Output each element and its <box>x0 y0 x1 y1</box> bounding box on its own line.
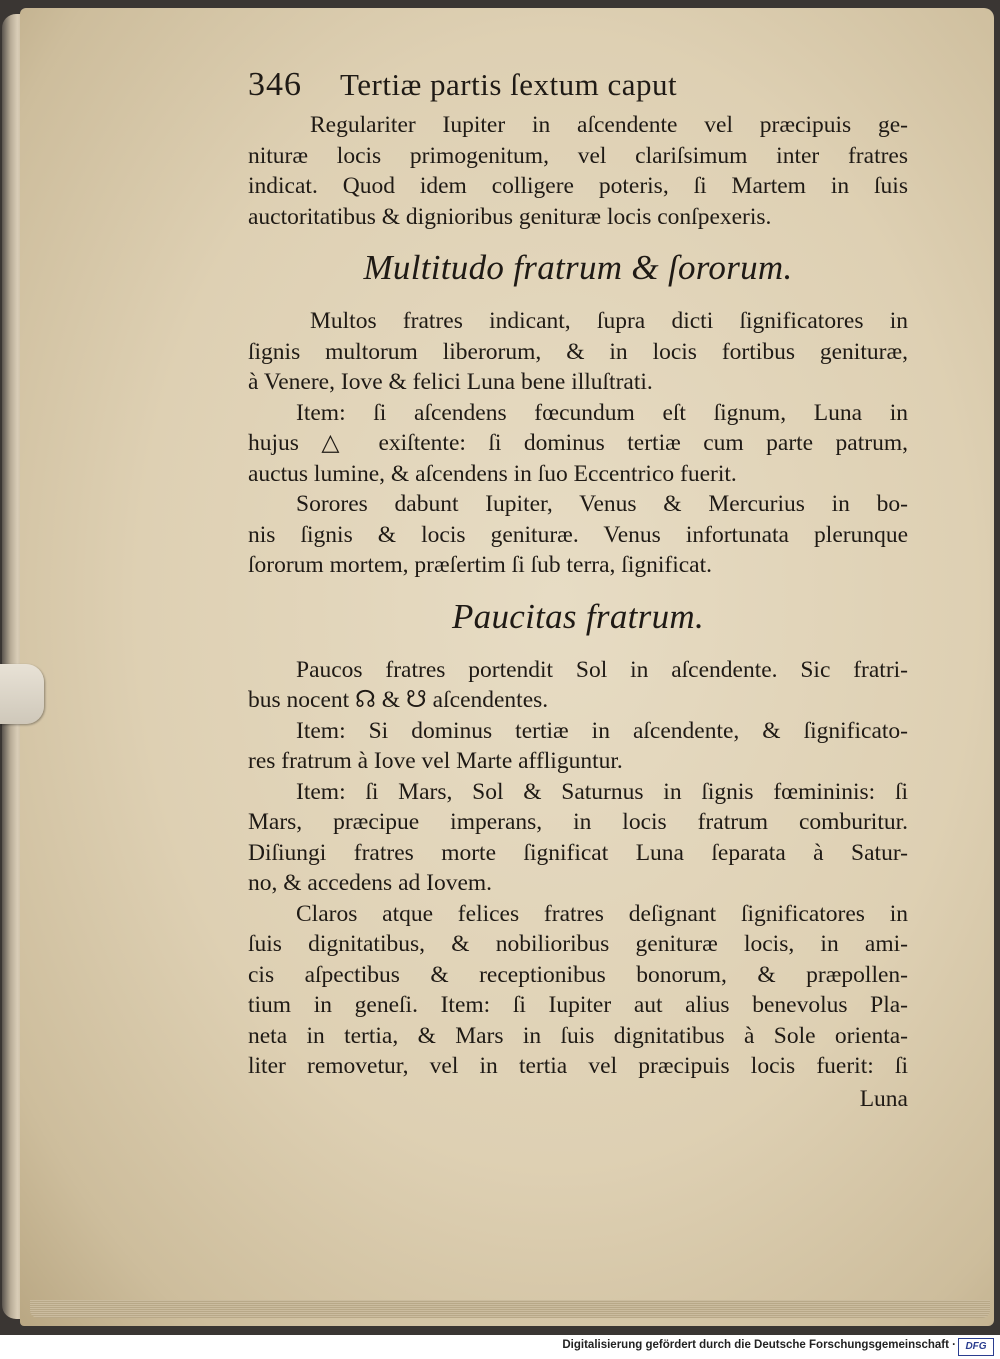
text-line: hujus △ exiſtente: ſi dominus tertiæ cum parte patrum, <box>248 430 908 456</box>
dfg-logo: DFG <box>958 1338 994 1356</box>
text-line: indicat. Quod idem colligere poteris, ſi Martem in ſuis <box>248 173 908 199</box>
text-line: Multos fratres indicant, ſupra dicti ſignificatores in <box>310 308 908 334</box>
page-header <box>248 66 908 110</box>
page-stack-edge <box>30 1300 990 1318</box>
text-line: Paucos fratres portendit Sol in aſcendente. Sic fratri- <box>296 656 908 683</box>
funding-credit: Digitalisierung gefördert durch die Deutsche Forschungsgemeinschaft · <box>562 1339 956 1351</box>
text-line: auctoritatibus & dignioribus genituræ locis conſpexeris. <box>248 203 772 230</box>
intro-paragraph <box>248 110 908 232</box>
text-line: auctus lumine, & aſcendens in ſuo Eccentrico fuerit. <box>248 460 737 487</box>
text-line: cis aſpectibus & receptionibus bonorum, & præpollen- <box>248 961 908 988</box>
text-line: res fratrum à Iove vel Marte affliguntur. <box>248 748 623 774</box>
section-heading-multitudo: Multitudo fratrum & ſororum. <box>363 248 793 287</box>
text-line: tium in geneſi. Item: ſi Iupiter aut alius benevolus Pla- <box>248 992 908 1018</box>
text-line: liter removetur, vel in tertia vel præcipuis locis fuerit: ſi <box>248 1053 908 1079</box>
running-title: Tertiæ partis ſextum caput <box>340 67 678 102</box>
text-line: Item: ſi Mars, Sol & Saturnus in ſignis fœmininis: ſi <box>296 778 908 805</box>
text-line: à Venere, Iove & felici Luna bene illuſtrati. <box>248 369 653 395</box>
section-paucitas-body <box>248 655 908 1114</box>
text-line: Diſiungi fratres morte ſignificat Luna ſeparata à Satur- <box>248 839 908 866</box>
text-line: neta in tertia, & Mars in ſuis dignitatibus à Sole orienta- <box>248 1022 908 1049</box>
section-multitudo-body <box>248 306 908 581</box>
catchword: Luna <box>859 1085 908 1112</box>
bookmark-ribbon <box>0 664 44 724</box>
text-line: ſuis dignitatibus, & nobilioribus genituræ locis, in ami- <box>248 931 908 957</box>
page-number: 346 <box>248 66 302 103</box>
text-line: Item: ſi aſcendens fœcundum eſt ſignum, Luna in <box>296 399 908 426</box>
text-line: Sorores dabunt Iupiter, Venus & Mercurius in bo- <box>296 491 908 517</box>
text-line: nituræ locis primogenitum, vel clariſsimum inter fratres <box>248 142 908 169</box>
section-heading-paucitas: Paucitas fratrum. <box>451 596 705 636</box>
text-line: Claros atque felices fratres deſignant ſignificatores in <box>296 900 908 927</box>
text-line: nis ſignis & locis genituræ. Venus infortunata plerunque <box>248 521 908 548</box>
text-line: ſignis multorum liberorum, & in locis fortibus genituræ, <box>248 338 908 365</box>
text-line: no, & accedens ad Iovem. <box>248 870 493 896</box>
text-line: Regulariter Iupiter in aſcendente vel præcipuis ge- <box>310 112 908 138</box>
printed-text-block <box>248 66 908 1114</box>
text-line: bus nocent ☊ & ☋ aſcendentes. <box>248 687 549 713</box>
text-line: Mars, præcipue imperans, in locis fratrum comburitur. <box>248 809 908 835</box>
digitization-footer <box>0 1335 1000 1359</box>
text-line: Item: Si dominus tertiæ in aſcendente, & ſignificato- <box>296 717 908 744</box>
text-line: ſororum mortem, præſertim ſi ſub terra, ſignificat. <box>248 552 713 578</box>
